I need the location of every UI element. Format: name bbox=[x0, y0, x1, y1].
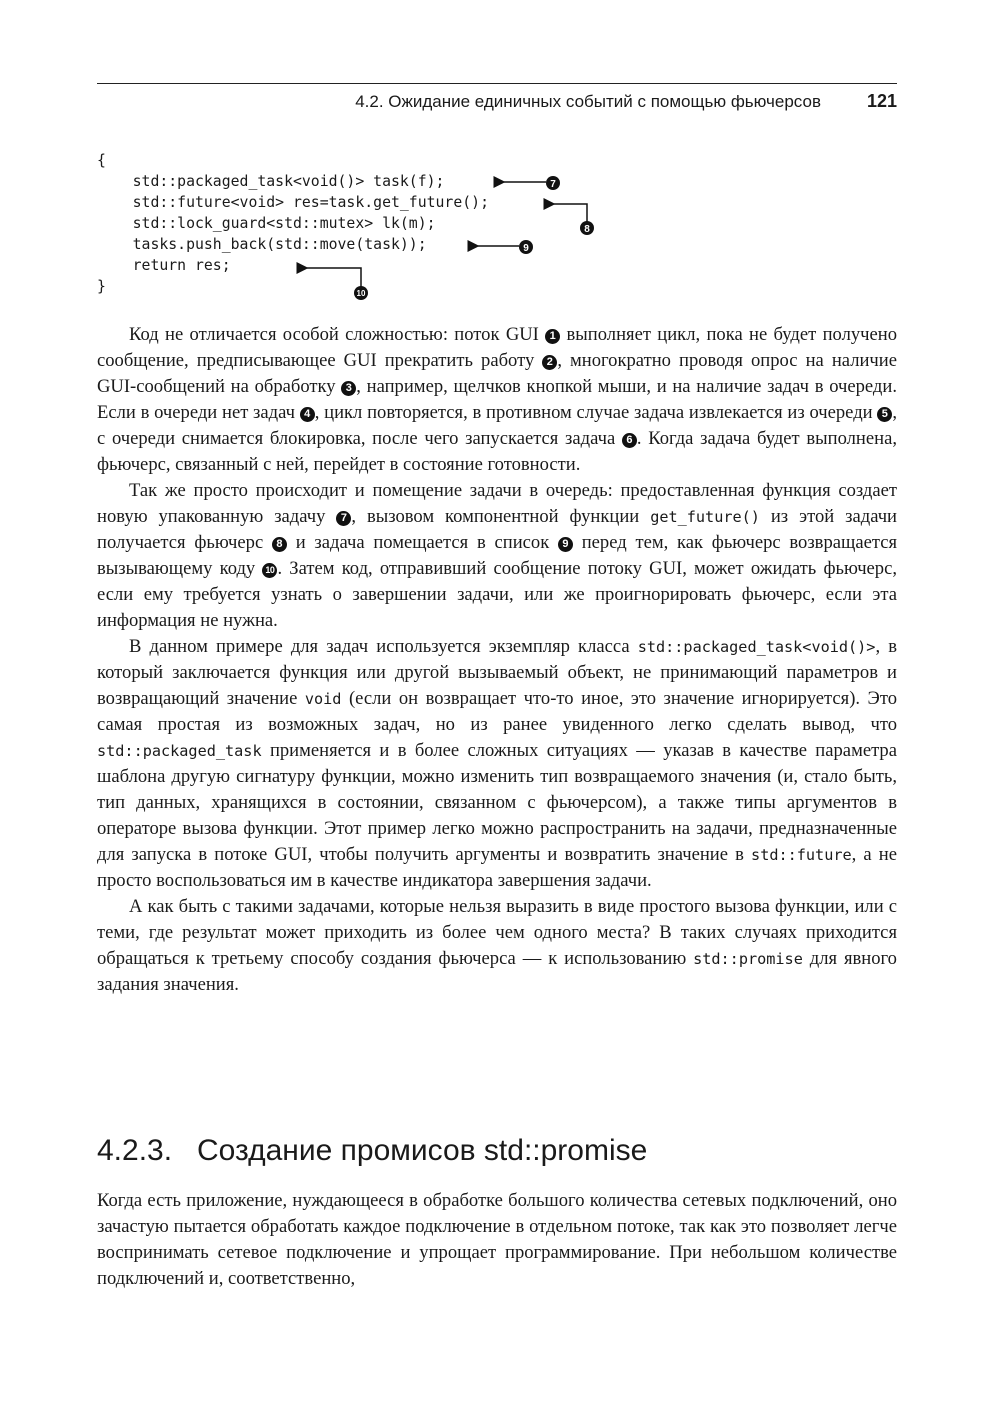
callout-marker: 2 bbox=[542, 355, 557, 370]
text-run: перед тем, как фьючерс возвращается вызывающему коду bbox=[97, 532, 897, 579]
code-line: std::packaged_task<void()> task(f); bbox=[97, 173, 445, 190]
text-run: , многократно проводя опрос на наличие GUI-сообщений на обработку bbox=[97, 350, 897, 397]
paragraph bbox=[97, 894, 897, 998]
text-run: , в который заключается функция или другой вызываемый объект, не принимающий параметров и возвращающий значение bbox=[97, 636, 898, 709]
text-run: , вызовом компонентной функции bbox=[351, 506, 651, 527]
text-run: для явного задания значения. bbox=[97, 948, 897, 995]
body-text-upper bbox=[97, 322, 897, 998]
code-line: return res; bbox=[97, 257, 231, 274]
code-annotation-arrows bbox=[97, 151, 897, 311]
arrow-line bbox=[307, 268, 361, 287]
callout-marker: 8 bbox=[272, 537, 287, 552]
code-line: tasks.push_back(std::move(task)); bbox=[97, 236, 427, 253]
book-page bbox=[97, 0, 897, 1413]
page-number: 121 bbox=[866, 91, 897, 111]
code-line: std::lock_guard<std::mutex> lk(m); bbox=[97, 215, 436, 232]
inline-code: std::packaged_task bbox=[97, 742, 262, 760]
callout-marker: 1 bbox=[545, 329, 560, 344]
callout-label: 8 bbox=[584, 224, 590, 235]
text-run: применяется и в более сложных ситуациях — указав в качестве параметра шаблона другую сигнатуру функции, можно изменить тип возвращаемого значения (и, стало быть, тип данных, хранящихся в состоянии, связанном с фьючерсом), а также типы аргументов в операторе вызова функции. Этот пример легко можно распространить на задачи, предназначенные для запуска в потоке GUI, чтобы получить аргументы и возвратить значение в bbox=[97, 740, 897, 865]
callout-label: 9 bbox=[523, 243, 529, 254]
callout-marker: 9 bbox=[558, 537, 573, 552]
callout-label: 10 bbox=[356, 289, 366, 298]
text-run: А как быть с такими задачами, которые нельзя выразить в виде простого вызова функции, или с теми, где результат может приходить из более чем одного места? В таких случаях приходится обращаться к третьему способу создания фьючерса — к использованию bbox=[97, 896, 897, 969]
code-line: std::future<void> res=task.get_future(); bbox=[97, 194, 489, 211]
paragraph bbox=[97, 634, 897, 894]
callout-marker: 3 bbox=[341, 381, 356, 396]
paragraph bbox=[97, 1188, 897, 1292]
inline-code: void bbox=[304, 690, 342, 708]
text-run: , например, щелчков кнопкой мыши, и на наличие задач в очереди. Если в очереди нет задач bbox=[97, 376, 897, 423]
text-run: выполняет цикл, пока не будет получено сообщение, предписывающее GUI прекратить работу bbox=[97, 324, 898, 371]
callout-marker: 5 bbox=[877, 407, 892, 422]
callout-marker: 6 bbox=[622, 433, 637, 448]
inline-code: std::packaged_task<void()> bbox=[637, 638, 876, 656]
inline-code: std::future bbox=[751, 846, 852, 864]
section-heading bbox=[97, 1134, 647, 1168]
inline-code: get_future() bbox=[650, 508, 760, 526]
callout-marker: 4 bbox=[300, 407, 315, 422]
text-run: из этой задачи получается фьючерс bbox=[97, 506, 898, 553]
callout-marker: 7 bbox=[336, 511, 351, 526]
section-number: 4.2.3. bbox=[97, 1134, 173, 1167]
code-line: } bbox=[97, 278, 106, 295]
text-run: и задача помещается в список bbox=[286, 532, 558, 553]
code-listing bbox=[97, 151, 897, 311]
text-run: Когда есть приложение, нуждающееся в обработке большого количества сетевых подключений, оно зачастую пытается обработать каждое подключение в отдельном потоке, так как это позволяет легче воспринимать сетевое подключение и упрощает программирование. При небольшом количестве подключений и, соответственно, bbox=[97, 1190, 897, 1289]
running-header bbox=[97, 83, 897, 111]
section-title-text: Создание промисов std::promise bbox=[197, 1134, 648, 1167]
callout-marker: 10 bbox=[262, 563, 277, 578]
text-run: . Когда задача будет выполнена, фьючерс, связанный с ней, перейдет в состояние готовности. bbox=[97, 428, 897, 475]
text-run: . Затем код, отправивший сообщение потоку GUI, может ожидать фьючерс, если ему требуется узнать о завершении задачи, или же проигнорировать фьючерс, если эта информация не нужна. bbox=[97, 558, 897, 631]
text-run: , цикл повторяется, в противном случае задача извлекается из очереди bbox=[314, 402, 878, 423]
text-run: , с очереди снимается блокировка, после чего запускается задача bbox=[97, 402, 898, 449]
paragraph bbox=[97, 322, 897, 478]
text-run: В данном примере для задач используется экземпляр класса bbox=[129, 636, 638, 657]
text-run: Код не отличается особой сложностью: поток GUI bbox=[129, 324, 546, 345]
body-text-lower bbox=[97, 1188, 897, 1292]
code-line: { bbox=[97, 152, 106, 169]
header-title: 4.2. Ожидание единичных событий с помощью фьючерсов bbox=[355, 92, 821, 111]
paragraph bbox=[97, 478, 897, 634]
inline-code: std::promise bbox=[693, 950, 803, 968]
text-run: Так же просто происходит и помещение задачи в очередь: предоставленная функция создает новую упакованную задачу bbox=[97, 480, 897, 527]
callout-label: 7 bbox=[550, 179, 556, 190]
text-run: , а не просто воспользоваться им в качестве индикатора завершения задачи. bbox=[97, 844, 897, 891]
text-run: (если он возвращает что-то иное, это значение игнорируется). Это самая простая из возможных задач, но из ранее увиденного легко сделать вывод, что bbox=[97, 688, 897, 735]
